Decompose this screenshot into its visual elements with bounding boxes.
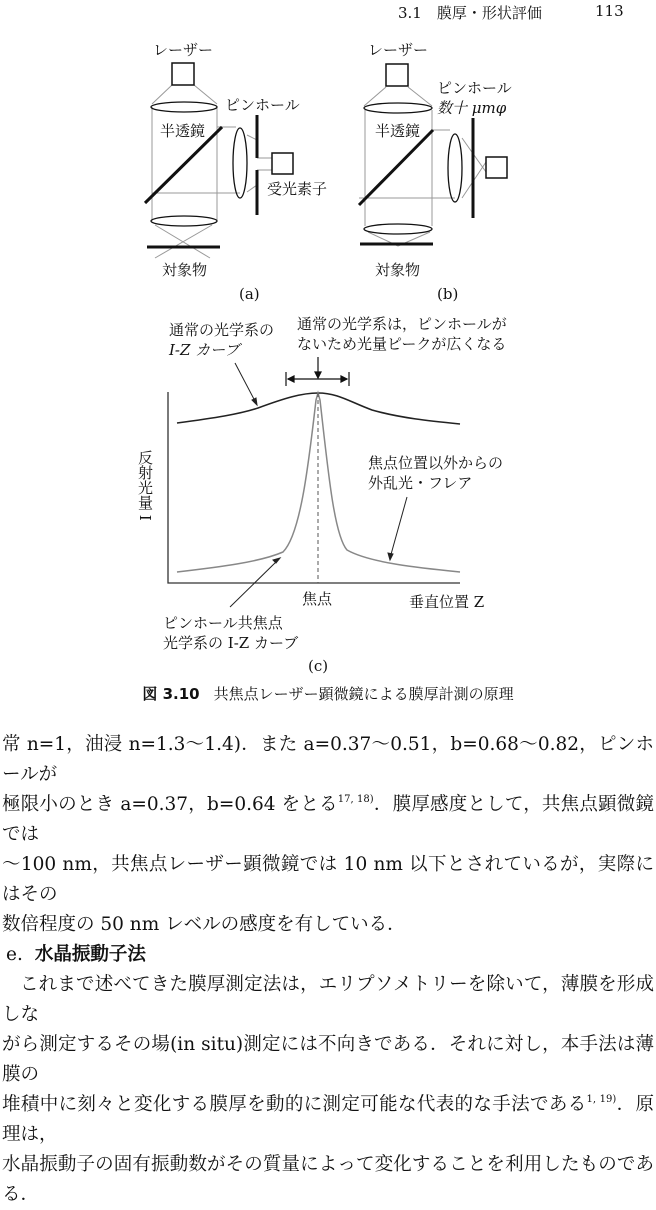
page-number: 113 — [595, 2, 624, 20]
running-header-section: 3.1 膜厚・形状評価 — [398, 4, 542, 22]
detector-box-icon — [272, 153, 293, 174]
text-line: 水晶振動子の固有振動数がその質量によって変化することを利用したものである． — [2, 1154, 654, 1205]
text-line: 堆積中に刻々と変化する膜厚を動的に測定可能な代表的な手法である$^{1, 19)}$．原理は， — [2, 1094, 654, 1145]
laser-box-icon — [386, 64, 408, 86]
text-line: がら測定するその場(in situ)測定には不向きである．それに対し，本手法は薄膜の — [2, 1034, 654, 1085]
peak-note-1: 通常の光学系は，ピンホールが — [297, 315, 507, 333]
diagram-a — [145, 63, 293, 258]
label-a: (a) — [239, 285, 260, 303]
label-object-b: 対象物 — [375, 261, 421, 279]
lens-icon — [448, 134, 462, 202]
label-normal-curve-2: I-Z カーブ — [169, 341, 240, 359]
half-mirror-icon — [359, 130, 433, 205]
flare-label-2: 外乱光・フレア — [368, 474, 473, 492]
label-c: (c) — [308, 657, 329, 675]
flare-label-1: 焦点位置以外からの — [368, 454, 504, 472]
focus-label: 焦点 — [302, 590, 333, 608]
body-paragraph-1 — [2, 730, 654, 1210]
reference: 1, 19) — [586, 1094, 617, 1105]
peak-note-2: ないため光量ピークが広くなる — [297, 335, 507, 353]
text-line: 〜100 nm，共焦点レーザー顕微鏡では 10 nm 以下とされているが，実際にはその — [2, 854, 654, 905]
lens-icon — [151, 102, 217, 112]
label-pinhole-b: ピンホール — [437, 79, 512, 97]
caption-number: 図 3.10 — [142, 685, 200, 703]
label-laser-b: レーザー — [368, 41, 429, 59]
text-line: 極限小のとき a=0.37，b=0.64 をとる$^{17, 18)}$．膜厚感度として，共焦点顕微鏡では — [2, 794, 654, 845]
peak-width-bracket — [286, 357, 349, 386]
x-axis-label: 垂直位置 Z — [409, 593, 485, 611]
reference: 17, 18) — [337, 794, 374, 805]
label-detector-a: 受光素子 — [267, 180, 328, 198]
laser-box-icon — [172, 63, 194, 85]
y-axis-label: 反射光量 I — [136, 450, 154, 521]
detector-box-icon — [486, 157, 507, 178]
label-half-mirror-b: 半透鏡 — [375, 122, 421, 140]
lens-icon — [364, 103, 432, 113]
label-normal-curve-1: 通常の光学系の — [169, 321, 275, 339]
confocal-label-2: 光学系の I-Z カーブ — [163, 634, 299, 652]
lens-icon — [233, 128, 247, 198]
text-line: 数倍程度の 50 nm レベルの感度を有している． — [2, 914, 406, 935]
section-heading: e. 水晶振動子法 — [6, 944, 146, 965]
label-b: (b) — [437, 285, 459, 303]
caption-text: 共焦点レーザー顕微鏡による膜厚計測の原理 — [213, 685, 514, 703]
label-pinhole-a: ピンホール — [225, 96, 300, 114]
confocal-label-1: ピンホール共焦点 — [163, 614, 283, 632]
lens-icon — [151, 216, 217, 226]
label-half-mirror-a: 半透鏡 — [160, 122, 206, 140]
text-line: 常 n=1，油浸 n=1.3〜1.4)．また a=0.37〜0.51，b=0.68〜0.82，ピンホールが — [2, 734, 654, 785]
text-line: これまで述べてきた膜厚測定法は，エリプソメトリーを除いて，薄膜を形成しな — [2, 974, 654, 1025]
label-laser-a: レーザー — [153, 41, 214, 59]
label-object-a: 対象物 — [162, 261, 208, 279]
label-pinhole-size-b: 数十 μmφ — [437, 99, 507, 117]
figure-caption — [0, 683, 656, 704]
lens-icon — [364, 224, 432, 234]
